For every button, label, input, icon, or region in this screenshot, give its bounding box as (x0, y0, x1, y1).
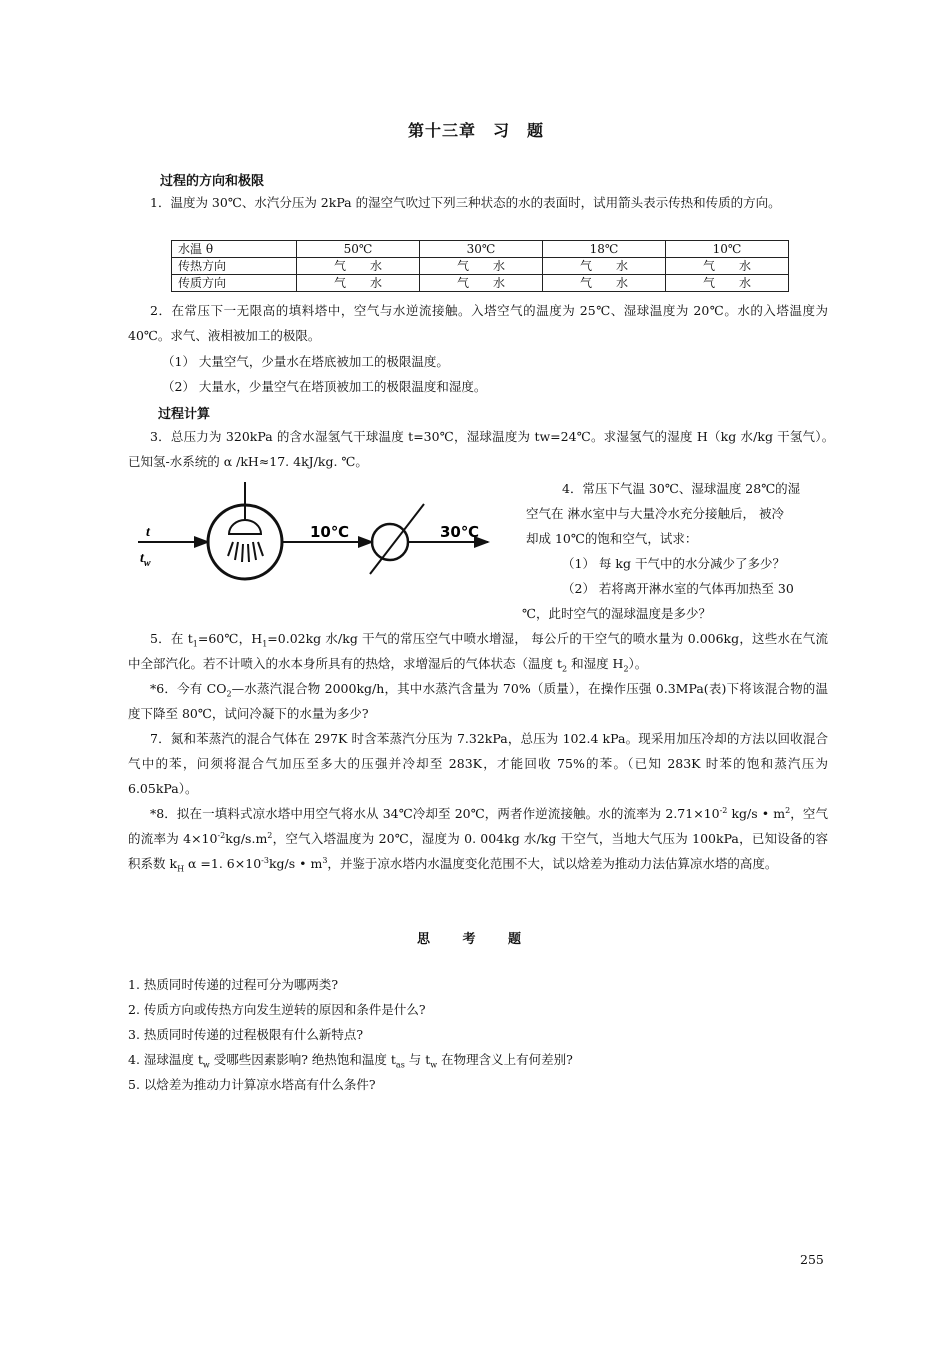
spray-droplets (228, 542, 263, 562)
chapter-title: 第十三章 习 题 (407, 121, 544, 140)
table-cell: 气 水 (297, 275, 420, 292)
label-30c: 30℃ (440, 523, 480, 541)
table-cell: 气 水 (666, 258, 789, 275)
table-cell: 30℃ (420, 241, 543, 258)
table-cell: 气 水 (420, 258, 543, 275)
question-5: 5. 以焓差为推动力计算凉水塔高有什么条件? (128, 1077, 376, 1092)
table-row (172, 241, 789, 258)
problem-7: 7．氮和苯蒸汽的混合气体在 297K 时含苯蒸汽分压为 7.32kPa，总压为 102.4 kPa。现采用加压冷却的方法以回收混合气中的苯，问须将混合气加压至多大的压强并冷却至 283K，才能回收 75%的苯。（已知 283K 时苯的饱和蒸汽压为 6.05kPa）。 (128, 731, 828, 796)
label-tw: $t_w$ (140, 551, 151, 569)
question-1: 1. 热质同时传递的过程可分为哪两类? (128, 977, 339, 992)
table-cell: 50℃ (297, 241, 420, 258)
thinking-questions-heading: 思 考 题 (416, 932, 536, 947)
table-cell: 气 水 (543, 258, 666, 275)
problem-4-line-6: ℃，此时空气的湿球温度是多少？ (522, 606, 711, 621)
table-cell: 气 水 (543, 275, 666, 292)
problem-8: *8．拟在一填料式凉水塔中用空气将水从 34℃冷却至 20℃，两者作逆流接触。水的流率为 $2.71\times 10^{-2}$ kg/s • $m^2$，空气的流率为 $4\times 10^{-2}kg/s.m^2$，空气入塔温度为 20℃，湿度为 0. 004kg 水/kg 干空气，当地大气压为 100kPa，已知设备的容积系数 $k_H$ α =1. $6\times 10^{-3}kg/s$ • $m^3$，并鉴于凉水塔内水温度变化范围不大，试以焓差为推动力法估算凉水塔的高度。 (128, 805, 828, 874)
heater-circle (372, 524, 408, 560)
table-cell: 气 水 (420, 275, 543, 292)
table-cell: 传热方向 (172, 258, 297, 275)
table-row (172, 275, 789, 292)
table-row (172, 258, 789, 275)
table-cell: 10℃ (666, 241, 789, 258)
label-t: t (146, 525, 150, 540)
spray-chamber-diagram (134, 482, 494, 602)
direction-table (171, 240, 789, 292)
problem-6: *6．今有 $CO_2—$水蒸汽混合物 2000kg/h，其中水蒸汽含量为 70%（质量），在操作压强 0.3MPa(表)下将该混合物的温度下降至 80℃，试问冷凝下的水量为多少? (128, 681, 828, 721)
table-cell: 传质方向 (172, 275, 297, 292)
table-cell: 气 水 (666, 275, 789, 292)
problem-4-line-3: 却成 10℃的饱和空气，试求： (526, 531, 698, 546)
section-heading-calculation: 过程计算 (158, 407, 211, 422)
spray-nozzle-icon (229, 520, 261, 534)
question-4: 4. 湿球温度 $t_w$ 受哪些因素影响? 绝热饱和温度 $t_{as}$ 与 $t_w$ 在物理含义上有何差别? (128, 1052, 573, 1070)
problem-4-part-2: （2） 若将离开淋水室的气体再加热至 30 (562, 581, 794, 596)
problem-4-line-2: 空气在 淋水室中与大量冷水充分接触后， 被冷 (526, 506, 784, 521)
question-3: 3. 热质同时传递的过程极限有什么新特点? (128, 1027, 364, 1042)
question-2: 2. 传质方向或传热方向发生逆转的原因和条件是什么? (128, 1002, 426, 1017)
table-cell: 水温 θ (172, 241, 297, 258)
problem-1: 1．温度为 30℃、水汽分压为 2kPa 的湿空气吹过下列三种状态的水的表面时，试用箭头表示传热和传质的方向。 (150, 195, 781, 210)
heater-diagonal (370, 504, 424, 574)
table-cell: 气 水 (297, 258, 420, 275)
problem-4-line-1: 4．常压下气温 30℃、湿球温度 28℃的湿 (562, 481, 801, 496)
problem-3: 3．总压力为 320kPa 的含水湿氢气干球温度 t=30℃，湿球温度为 tw=24℃。求湿氢气的湿度 H（kg 水/kg 干氢气）。 已知氢-水系统的 α /kH≈17. 4kJ/kg. ℃。 (128, 429, 841, 469)
problem-5: 5．在 $t_1=60℃$，$H_1=0.02kg$ 水/kg 干气的常压空气中喷水增湿， 每公斤的干空气的喷水量为 0.006kg，这些水在气流中全部汽化。若不计喷入的水本身所具有的热焓，求增湿后的气体状态（温度 $t_2$ 和湿度 $H_2$）。 (128, 631, 829, 674)
section-heading-direction: 过程的方向和极限 (160, 174, 265, 189)
problem-4-part-1: （1） 每 kg 干气中的水分减少了多少？ (562, 556, 785, 571)
table-cell: 18℃ (543, 241, 666, 258)
problem-2-part-2: （2） 大量水，少量空气在塔顶被加工的极限温度和湿度。 (162, 379, 487, 394)
page-number: 255 (800, 1252, 824, 1267)
problem-2: 2．在常压下一无限高的填料塔中，空气与水逆流接触。入塔空气的温度为 25℃、湿球温度为 20℃。水的入塔温度为 40℃。求气、液相被加工的极限。 (128, 303, 828, 343)
problem-2-part-1: （1） 大量空气，少量水在塔底被加工的极限温度。 (162, 354, 449, 369)
label-10c: 10℃ (310, 523, 350, 541)
